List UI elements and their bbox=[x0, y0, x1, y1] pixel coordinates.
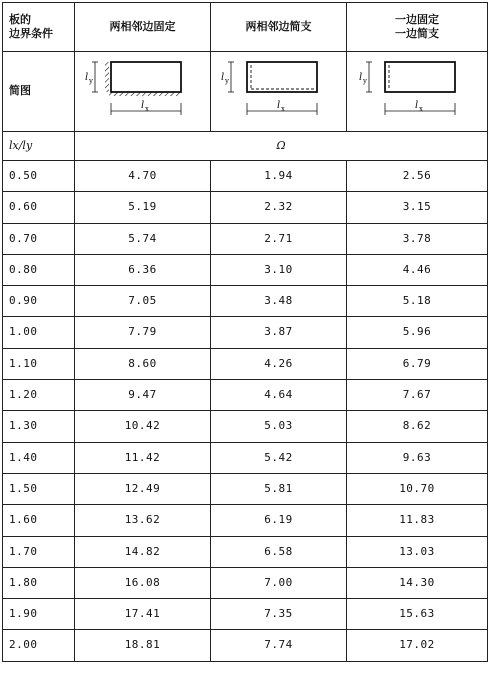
coefficient-table bbox=[2, 2, 488, 662]
value-fixed-simple: 5.18 bbox=[347, 286, 488, 317]
ratio-cell: 1.30 bbox=[3, 411, 75, 442]
diagram-fixed-simple-svg bbox=[357, 53, 477, 125]
header-label-line1: 板的 bbox=[9, 12, 31, 26]
ly-label-3: l bbox=[359, 72, 363, 84]
value-two-fixed: 6.36 bbox=[75, 254, 211, 285]
table-row bbox=[3, 599, 488, 630]
table-row bbox=[3, 473, 488, 504]
table-row bbox=[3, 505, 488, 536]
value-two-simple: 5.03 bbox=[211, 411, 347, 442]
ratio-cell: 1.10 bbox=[3, 348, 75, 379]
diagram-row bbox=[3, 52, 488, 132]
value-two-fixed: 14.82 bbox=[75, 536, 211, 567]
value-two-fixed: 7.79 bbox=[75, 317, 211, 348]
value-two-simple: 3.87 bbox=[211, 317, 347, 348]
ratio-header-row bbox=[3, 132, 488, 161]
value-fixed-simple: 5.96 bbox=[347, 317, 488, 348]
ratio-cell: 1.50 bbox=[3, 473, 75, 504]
ly-label-2: l bbox=[220, 72, 224, 84]
value-two-fixed: 9.47 bbox=[75, 380, 211, 411]
value-two-simple: 7.74 bbox=[211, 630, 347, 661]
value-two-simple: 3.48 bbox=[211, 286, 347, 317]
lx-sub-2: x bbox=[280, 105, 285, 114]
value-fixed-simple: 14.30 bbox=[347, 567, 488, 598]
value-fixed-simple: 11.83 bbox=[347, 505, 488, 536]
value-two-simple: 7.35 bbox=[211, 599, 347, 630]
value-fixed-simple: 6.79 bbox=[347, 348, 488, 379]
value-two-simple: 2.71 bbox=[211, 223, 347, 254]
value-two-fixed: 12.49 bbox=[75, 473, 211, 504]
ratio-cell: 1.20 bbox=[3, 380, 75, 411]
header-boundary-condition bbox=[3, 3, 75, 52]
lx-label-3: l bbox=[415, 100, 419, 112]
ratio-cell: 1.00 bbox=[3, 317, 75, 348]
table-row bbox=[3, 161, 488, 192]
ratio-cell: 0.60 bbox=[3, 192, 75, 223]
ratio-cell: 1.70 bbox=[3, 536, 75, 567]
value-two-fixed: 4.70 bbox=[75, 161, 211, 192]
value-two-simple: 6.58 bbox=[211, 536, 347, 567]
table-row bbox=[3, 286, 488, 317]
diagram-two-simple-svg bbox=[219, 53, 339, 125]
ratio-cell: 0.70 bbox=[3, 223, 75, 254]
table-row bbox=[3, 192, 488, 223]
table-row bbox=[3, 442, 488, 473]
ly-label: l bbox=[84, 72, 88, 84]
diagram-two-simple bbox=[211, 52, 347, 132]
table-row bbox=[3, 317, 488, 348]
table-row bbox=[3, 254, 488, 285]
header-col-fixed-simple bbox=[347, 3, 488, 52]
value-two-simple: 6.19 bbox=[211, 505, 347, 536]
value-two-simple: 4.64 bbox=[211, 380, 347, 411]
value-two-simple: 1.94 bbox=[211, 161, 347, 192]
value-two-fixed: 5.19 bbox=[75, 192, 211, 223]
ratio-cell: 0.80 bbox=[3, 254, 75, 285]
value-fixed-simple: 15.63 bbox=[347, 599, 488, 630]
table-row bbox=[3, 411, 488, 442]
header-col-two-simple: 两相邻边简支 bbox=[211, 3, 347, 52]
table-row bbox=[3, 567, 488, 598]
value-fixed-simple: 4.46 bbox=[347, 254, 488, 285]
diagram-two-fixed bbox=[75, 52, 211, 132]
diagram-two-fixed-svg bbox=[83, 53, 203, 125]
diagram-row-label: 简图 bbox=[3, 52, 75, 132]
value-two-fixed: 18.81 bbox=[75, 630, 211, 661]
value-fixed-simple: 2.56 bbox=[347, 161, 488, 192]
ratio-cell: 1.80 bbox=[3, 567, 75, 598]
table-row bbox=[3, 348, 488, 379]
header-label-line2: 边界条件 bbox=[9, 27, 53, 40]
lx-sub-3: x bbox=[419, 105, 423, 114]
ratio-cell: 0.50 bbox=[3, 161, 75, 192]
value-two-fixed: 13.62 bbox=[75, 505, 211, 536]
value-two-simple: 3.10 bbox=[211, 254, 347, 285]
ratio-cell: 1.60 bbox=[3, 505, 75, 536]
header-col3-line1: 一边固定 bbox=[395, 12, 439, 26]
lx-label: l bbox=[140, 100, 144, 112]
table-row bbox=[3, 380, 488, 411]
ratio-cell: 1.40 bbox=[3, 442, 75, 473]
header-col3-line2: 一边简支 bbox=[395, 27, 439, 40]
table-row bbox=[3, 223, 488, 254]
ly-sub-3: y bbox=[363, 77, 367, 86]
value-two-simple: 4.26 bbox=[211, 348, 347, 379]
value-two-simple: 7.00 bbox=[211, 567, 347, 598]
table-row bbox=[3, 536, 488, 567]
value-fixed-simple: 10.70 bbox=[347, 473, 488, 504]
ratio-cell: 0.90 bbox=[3, 286, 75, 317]
value-fixed-simple: 7.67 bbox=[347, 380, 488, 411]
diagram-fixed-simple bbox=[347, 52, 488, 132]
table-row bbox=[3, 630, 488, 661]
lx-sub: x bbox=[144, 105, 149, 114]
value-two-fixed: 11.42 bbox=[75, 442, 211, 473]
header-col-two-fixed: 两相邻边固定 bbox=[75, 3, 211, 52]
value-two-fixed: 10.42 bbox=[75, 411, 211, 442]
ly-sub: y bbox=[88, 77, 93, 86]
value-two-fixed: 7.05 bbox=[75, 286, 211, 317]
value-fixed-simple: 17.02 bbox=[347, 630, 488, 661]
value-two-simple: 2.32 bbox=[211, 192, 347, 223]
value-two-simple: 5.81 bbox=[211, 473, 347, 504]
value-two-simple: 5.42 bbox=[211, 442, 347, 473]
value-fixed-simple: 3.78 bbox=[347, 223, 488, 254]
ly-sub-2: y bbox=[224, 77, 229, 86]
ratio-label: lx/ly bbox=[3, 132, 75, 161]
value-fixed-simple: 9.63 bbox=[347, 442, 488, 473]
value-two-fixed: 5.74 bbox=[75, 223, 211, 254]
ratio-cell: 1.90 bbox=[3, 599, 75, 630]
value-fixed-simple: 8.62 bbox=[347, 411, 488, 442]
value-two-fixed: 16.08 bbox=[75, 567, 211, 598]
lx-label-2: l bbox=[276, 100, 280, 112]
value-fixed-simple: 3.15 bbox=[347, 192, 488, 223]
value-two-fixed: 8.60 bbox=[75, 348, 211, 379]
header-row bbox=[3, 3, 488, 52]
value-two-fixed: 17.41 bbox=[75, 599, 211, 630]
value-fixed-simple: 13.03 bbox=[347, 536, 488, 567]
ratio-cell: 2.00 bbox=[3, 630, 75, 661]
omega-label: Ω bbox=[75, 132, 488, 161]
